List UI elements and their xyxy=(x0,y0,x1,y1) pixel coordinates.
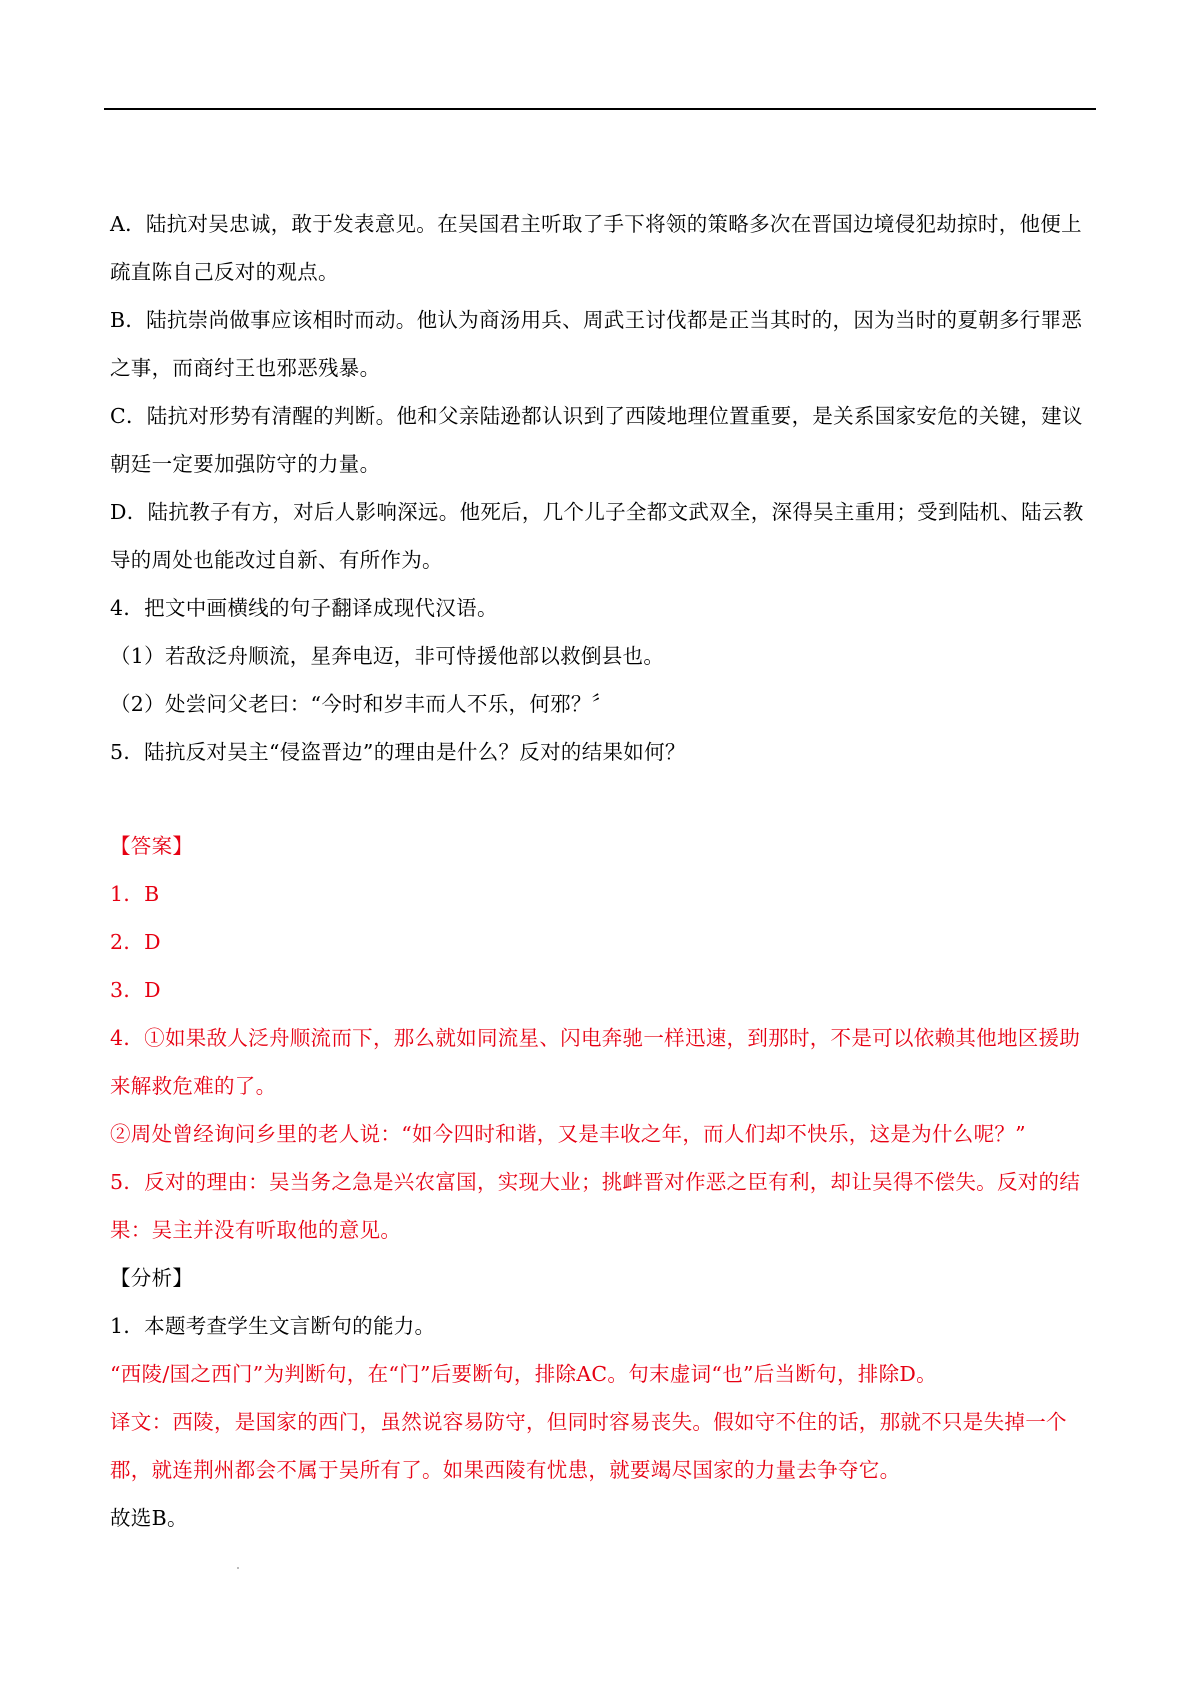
question-4-sentence-1: （1）若敌泛舟顺流，星奔电迈，非可恃援他部以救倒县也。 xyxy=(110,644,665,668)
section-gap xyxy=(110,776,1098,822)
analysis-translation: 译文：西陵，是国家的西门，虽然说容易防守，但同时容易丧失。假如守不住的话，那就不只是失掉一个郡，就连荆州都会不属于吴所有了。如果西陵有忧患，就要竭尽国家的力量去争夺它。 xyxy=(110,1410,1067,1482)
question-5: 5．陆抗反对吴主“侵盗晋边”的理由是什么？反对的结果如何？ xyxy=(110,740,686,764)
answer-item-4-part-2: ②周处曾经询问乡里的老人说：“如今四时和谐，又是丰收之年，而人们却不快乐，这是为什么呢？” xyxy=(110,1122,1026,1146)
answer-item-4: 4．①如果敌人泛舟顺流而下，那么就如同流星、闪电奔驰一样迅速，到那时，不是可以依赖其他地区援助来解救危难的了。 xyxy=(110,1026,1081,1098)
answer-item-3: 3．D xyxy=(110,978,161,1002)
option-b: B．陆抗崇尚做事应该相时而动。他认为商汤用兵、周武王讨伐都是正当其时的，因为当时的夏朝多行罪恶之事，而商纣王也邪恶残暴。 xyxy=(110,308,1083,380)
stray-mark xyxy=(237,1567,239,1569)
question-4-prompt: 4．把文中画横线的句子翻译成现代汉语。 xyxy=(110,596,498,620)
header-rule xyxy=(104,108,1096,110)
analysis-item-1: “西陵/国之西门”为判断句，在“门”后要断句，排除AC。句末虚词“也”后当断句，排除D。 xyxy=(110,1362,937,1386)
option-a: A．陆抗对吴忠诚，敢于发表意见。在吴国君主听取了手下将领的策略多次在晋国边境侵犯劫掠时，他便上疏直陈自己反对的观点。 xyxy=(110,212,1082,284)
analysis-heading: 【分析】 xyxy=(110,1266,194,1290)
analysis-intro: 1．本题考查学生文言断句的能力。 xyxy=(110,1314,436,1338)
answer-item-1: 1．B xyxy=(110,882,160,906)
answer-item-2: 2．D xyxy=(110,930,161,954)
option-d: D．陆抗教子有方，对后人影响深远。他死后，几个儿子全都文武双全，深得吴主重用；受到陆机、陆云教导的周处也能改过自新、有所作为。 xyxy=(110,500,1084,572)
answer-heading: 【答案】 xyxy=(110,834,194,858)
answer-item-5: 5．反对的理由：吴当务之急是兴农富国，实现大业；挑衅晋对作恶之臣有利，却让吴得不偿失。反对的结果：吴主并没有听取他的意见。 xyxy=(110,1170,1081,1242)
question-4-sentence-2: （2）处尝问父老曰：“今时和岁丰而人不乐，何邪？〞 xyxy=(110,692,613,716)
option-c: C．陆抗对形势有清醒的判断。他和父亲陆逊都认识到了西陵地理位置重要，是关系国家安危的关键，建议朝廷一定要加强防守的力量。 xyxy=(110,404,1083,476)
document-body xyxy=(110,200,1098,1542)
analysis-conclusion: 故选B。 xyxy=(110,1506,188,1530)
